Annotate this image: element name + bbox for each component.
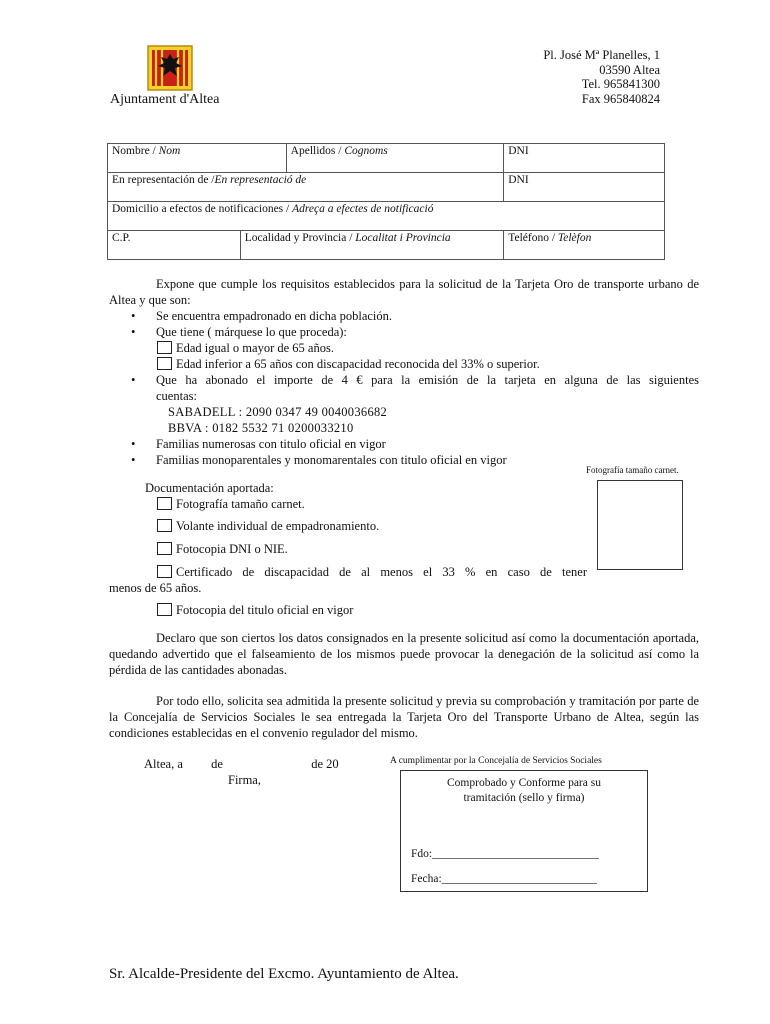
cognoms-label: Cognoms bbox=[344, 145, 388, 157]
doc-disability-cert[interactable] bbox=[109, 564, 587, 580]
checkbox[interactable] bbox=[157, 519, 172, 532]
dni-label: DNI bbox=[508, 145, 529, 157]
cp-field[interactable] bbox=[108, 231, 241, 260]
office-stamp-box[interactable] bbox=[400, 770, 648, 892]
bullet-icon: • bbox=[131, 373, 136, 387]
signature-label: Firma, bbox=[228, 773, 261, 787]
declaration-paragraph bbox=[109, 630, 699, 678]
photo-label: Fotografía tamaño carnet. bbox=[586, 465, 679, 475]
option-disability[interactable] bbox=[109, 356, 699, 372]
documents-list bbox=[109, 480, 587, 618]
list-item bbox=[109, 372, 699, 388]
declaration-text: Declaro que son ciertos los datos consignados en la presente solicitud así como la documentación aportada, quedando advertido que el falseamiento de los mismos puede provocar la denegación de la solicitud así como la pérdida de las cantidades abonadas. bbox=[109, 631, 699, 677]
checkbox[interactable] bbox=[157, 497, 172, 510]
representacion-label: En representación de / bbox=[112, 174, 215, 186]
fecha-line: Fecha:___________________________ bbox=[411, 873, 597, 885]
bullet-text: Que ha abonado el importe de 4 € para la emisión de la tarjeta en alguna de las siguientes bbox=[156, 373, 699, 387]
address-line: Fax 965840824 bbox=[581, 91, 660, 106]
address-line: Pl. José Mª Planelles, 1 bbox=[543, 48, 660, 62]
place-label: Altea, a bbox=[144, 757, 183, 771]
telefono-label: Teléfono / bbox=[508, 232, 558, 244]
logo-caption: Ajuntament d'Altea bbox=[110, 92, 220, 107]
checkbox[interactable] bbox=[157, 565, 172, 578]
nom-label: Nom bbox=[158, 145, 181, 157]
nombre-label: Nombre / bbox=[112, 145, 159, 157]
request-paragraph bbox=[109, 693, 699, 741]
doc-label: Fotocopia DNI o NIE. bbox=[176, 542, 288, 556]
domicilio-field[interactable] bbox=[108, 202, 665, 231]
representacio-label: En representació de bbox=[214, 174, 307, 186]
dni-label: DNI bbox=[508, 174, 529, 186]
applicant-data-table bbox=[107, 143, 665, 260]
doc-label: Volante individual de empadronamiento. bbox=[176, 519, 380, 533]
doc-official-title[interactable] bbox=[109, 602, 587, 618]
telefon-label: Telèfon bbox=[557, 232, 592, 244]
office-use-title: A cumplimentar por la Concejalía de Servicios Sociales bbox=[390, 756, 602, 766]
requirements-list bbox=[109, 308, 699, 468]
doc-label: Fotocopia del titulo oficial en vigor bbox=[176, 603, 354, 617]
doc-label: Certificado de discapacidad de al menos el 33 % en caso de tener bbox=[176, 565, 587, 579]
request-text: Por todo ello, solicita sea admitida la presente solicitud y previa su comprobación y tramitación por parte de la Concejalía de Servicios Sociales le sea entregada la Tarjeta Oro del Transporte Urbano de Altea, según las condiciones establecidas en el convenio regulador del mismo. bbox=[109, 694, 699, 740]
town-hall-address bbox=[450, 48, 660, 106]
bank-account-sabadell: SABADELL : 2090 0347 49 0040036682 bbox=[168, 405, 388, 419]
de-label: de bbox=[211, 757, 223, 771]
adreca-label: Adreça a efectes de notificació bbox=[292, 203, 434, 215]
bullet-text: Que tiene ( márquese lo que proceda): bbox=[156, 325, 347, 339]
option-label: Edad igual o mayor de 65 años. bbox=[176, 341, 334, 355]
bullet-icon: • bbox=[131, 309, 136, 323]
bullet-icon: • bbox=[131, 437, 136, 451]
doc-label-continued: menos de 65 años. bbox=[109, 581, 202, 595]
domicilio-label: Domicilio a efectos de notificaciones / bbox=[112, 203, 293, 215]
localitat-label: Localitat i Provincia bbox=[355, 232, 451, 244]
photo-box[interactable] bbox=[597, 480, 683, 570]
doc-label: Fotografía tamaño carnet. bbox=[176, 497, 305, 511]
representacion-field[interactable] bbox=[108, 173, 504, 202]
option-label: Edad inferior a 65 años con discapacidad reconocida del 33% o superior. bbox=[176, 357, 540, 371]
bank-account-bbva: BBVA : 0182 5532 71 0200033210 bbox=[168, 421, 354, 435]
bullet-text: Se encuentra empadronado en dicha población. bbox=[156, 309, 393, 323]
doc-dni[interactable] bbox=[109, 541, 587, 557]
localidad-label: Localidad y Provincia / bbox=[244, 232, 356, 244]
representative-dni-field[interactable] bbox=[504, 173, 665, 202]
checkbox[interactable] bbox=[157, 603, 172, 616]
bullet-text: cuentas: bbox=[156, 389, 197, 403]
altea-coat-of-arms-logo bbox=[146, 44, 194, 92]
bullet-icon: • bbox=[131, 453, 136, 467]
list-item bbox=[109, 436, 699, 452]
dni-field[interactable] bbox=[504, 144, 665, 173]
telefono-field[interactable] bbox=[504, 231, 665, 260]
cp-label: C.P. bbox=[112, 232, 131, 244]
doc-empadronamiento[interactable] bbox=[109, 518, 587, 534]
bullet-text: Familias numerosas con titulo oficial en vigor bbox=[156, 437, 386, 451]
list-item-continued bbox=[109, 388, 699, 404]
intro-paragraph bbox=[109, 276, 699, 308]
intro-text: Expone que cumple los requisitos establecidos para la solicitud de la Tarjeta Oro de transporte urbano de Altea y que son: bbox=[109, 277, 699, 307]
stamp-instructions bbox=[401, 776, 647, 806]
stamp-line: Comprobado y Conforme para su bbox=[447, 777, 601, 789]
checkbox[interactable] bbox=[157, 357, 172, 370]
docs-title: Documentación aportada: bbox=[145, 481, 274, 495]
checkbox[interactable] bbox=[157, 341, 172, 354]
year-label: de 20 bbox=[311, 757, 339, 771]
nombre-field[interactable] bbox=[108, 144, 287, 173]
apellidos-field[interactable] bbox=[286, 144, 504, 173]
apellidos-label: Apellidos / bbox=[290, 145, 345, 157]
stamp-line: tramitación (sello y firma) bbox=[463, 792, 585, 804]
list-item bbox=[109, 308, 699, 324]
address-line: 03590 Altea bbox=[599, 62, 660, 77]
list-item bbox=[109, 324, 699, 340]
doc-photo[interactable] bbox=[109, 496, 587, 512]
option-age-65[interactable] bbox=[109, 340, 699, 356]
fdo-line: Fdo:_____________________________ bbox=[411, 848, 599, 860]
bullet-icon: • bbox=[131, 325, 136, 339]
address-line: Tel. 965841300 bbox=[581, 77, 660, 91]
date-line bbox=[144, 757, 339, 772]
localidad-field[interactable] bbox=[240, 231, 503, 260]
checkbox[interactable] bbox=[157, 542, 172, 555]
addressee: Sr. Alcalde-Presidente del Excmo. Ayuntamiento de Altea. bbox=[109, 966, 459, 982]
bullet-text: Familias monoparentales y monomarentales con titulo oficial en vigor bbox=[156, 453, 507, 467]
